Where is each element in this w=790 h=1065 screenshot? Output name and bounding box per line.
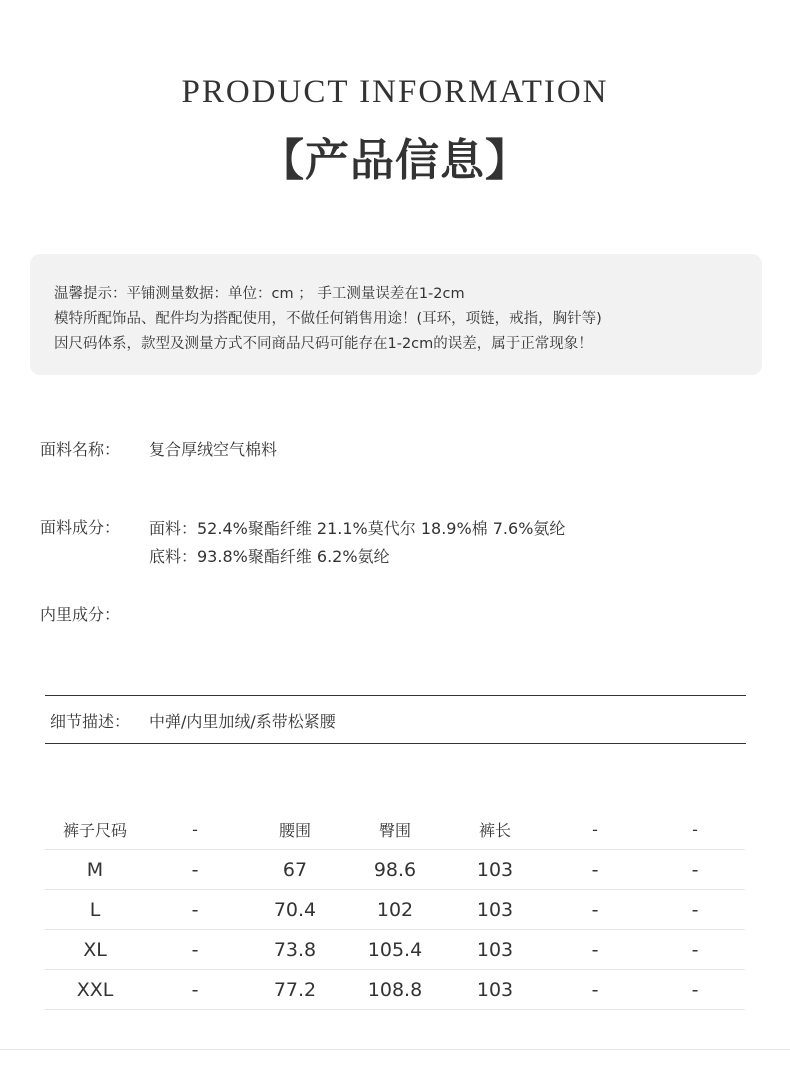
- detail-value: 中弹/内里加绒/系带松紧腰: [149, 712, 336, 731]
- table-cell: -: [145, 930, 245, 970]
- table-cell: -: [545, 930, 645, 970]
- table-cell: -: [645, 930, 745, 970]
- table-row: [45, 890, 745, 930]
- table-cell: -: [145, 970, 245, 1010]
- table-header-cell: -: [545, 810, 645, 850]
- fabric-composition-line: 底料：93.8%聚酯纤维 6.2%氨纶: [149, 547, 390, 566]
- table-row: [45, 930, 745, 970]
- table-cell: XL: [45, 930, 145, 970]
- notice-line: 模特所配饰品、配件均为搭配使用，不做任何销售用途！(耳环，项链，戒指，胸针等): [54, 311, 602, 327]
- table-cell: 108.8: [345, 970, 445, 1010]
- table-cell: -: [545, 890, 645, 930]
- fabric-composition-line: 面料：52.4%聚酯纤维 21.1%莫代尔 18.9%棉 7.6%氨纶: [149, 519, 566, 538]
- title-english: PRODUCT INFORMATION: [181, 74, 609, 110]
- table-cell: 77.2: [245, 970, 345, 1010]
- table-cell: 103: [445, 930, 545, 970]
- table-cell: -: [145, 890, 245, 930]
- table-cell: 67: [245, 850, 345, 890]
- bottom-divider: [0, 1049, 790, 1050]
- table-cell: -: [145, 850, 245, 890]
- table-cell: 103: [445, 970, 545, 1010]
- table-row: [45, 970, 745, 1010]
- table-header-cell: 裤长: [445, 810, 545, 850]
- table-cell: -: [545, 850, 645, 890]
- notice-line: 温馨提示：平铺测量数据：单位：cm ； 手工测量误差在1-2cm: [54, 286, 465, 302]
- table-cell: -: [645, 850, 745, 890]
- detail-label: 细节描述：: [50, 712, 131, 731]
- table-cell: 102: [345, 890, 445, 930]
- table-cell: 73.8: [245, 930, 345, 970]
- table-header-row: [45, 810, 745, 850]
- table-cell: XXL: [45, 970, 145, 1010]
- detail-section: [45, 695, 746, 744]
- table-cell: -: [545, 970, 645, 1010]
- fabric-name-value: 复合厚绒空气棉料: [149, 440, 278, 459]
- table-cell: 70.4: [245, 890, 345, 930]
- table-cell: L: [45, 890, 145, 930]
- table-cell: 103: [445, 850, 545, 890]
- notice-line: 因尺码体系，款型及测量方式不同商品尺码可能存在1-2cm的误差，属于正常现象！: [54, 336, 593, 352]
- fabric-name-label: 面料名称：: [40, 440, 121, 459]
- size-table: [45, 810, 745, 1010]
- fabric-composition-label: 面料成分：: [40, 518, 121, 537]
- title-chinese: 【产品信息】: [260, 135, 530, 186]
- table-cell: 103: [445, 890, 545, 930]
- table-cell: M: [45, 850, 145, 890]
- table-header-cell: 臀围: [345, 810, 445, 850]
- table-cell: -: [645, 890, 745, 930]
- table-header-cell: 裤子尺码: [45, 810, 145, 850]
- table-row: [45, 850, 745, 890]
- table-header-cell: -: [645, 810, 745, 850]
- table-cell: 105.4: [345, 930, 445, 970]
- table-header-cell: -: [145, 810, 245, 850]
- table-header-cell: 腰围: [245, 810, 345, 850]
- table-cell: 98.6: [345, 850, 445, 890]
- lining-label: 内里成分：: [40, 605, 121, 624]
- table-cell: -: [645, 970, 745, 1010]
- notice-box: [30, 254, 762, 375]
